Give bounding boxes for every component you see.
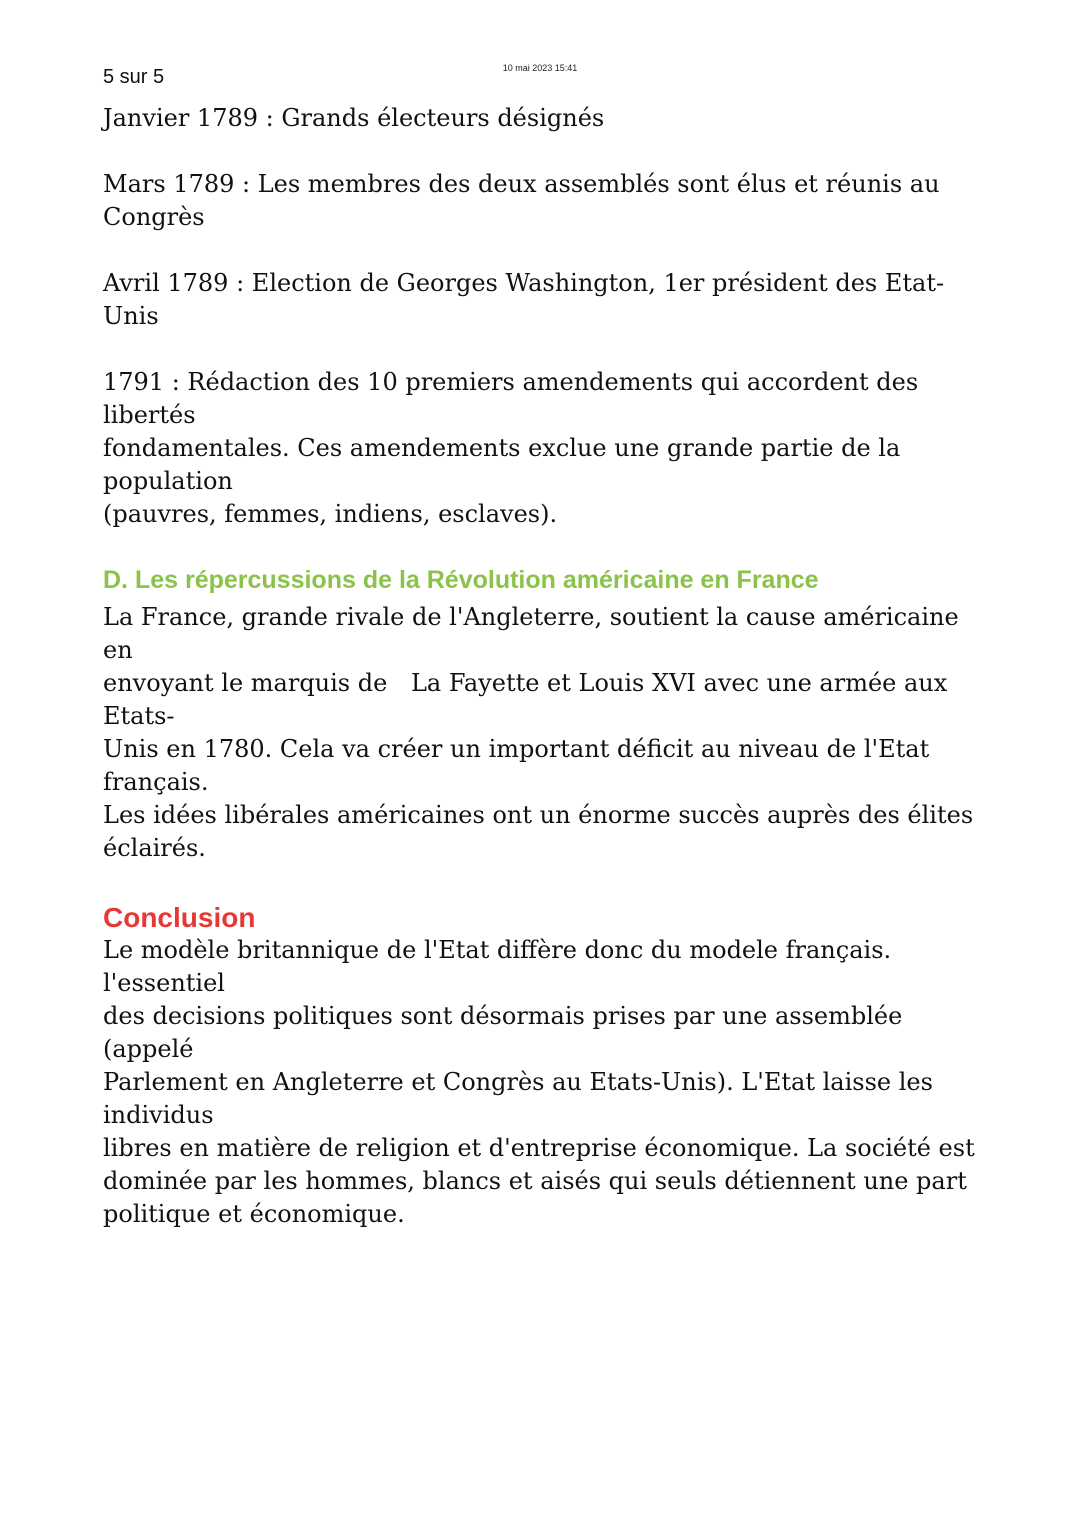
section-d-paragraph: [103, 601, 983, 865]
section-d-line: Les idées libérales américaines ont un énorme succès auprès des élites: [103, 801, 974, 829]
section-d-line-part: envoyant le marquis de: [103, 669, 388, 697]
section-d-line-part: La Fayette et Louis XVI avec une armée aux Etats-: [103, 669, 948, 730]
section-d-line: Unis en 1780. Cela va créer un important déficit au niveau de l'Etat français.: [103, 735, 930, 796]
conclusion-line: dominée par les hommes, blancs et aisés qui seuls détiennent une part: [103, 1167, 967, 1195]
conclusion-line: politique et économique.: [103, 1200, 405, 1228]
timeline-entry-janvier: Janvier 1789 : Grands électeurs désignés: [103, 104, 605, 132]
conclusion-line: libres en matière de religion et d'entreprise économique. La société est: [103, 1134, 975, 1162]
conclusion-paragraph: [103, 934, 983, 1231]
conclusion-line: Le modèle britannique de l'Etat diffère donc du modele français. l'essentiel: [103, 936, 892, 997]
section-d-line: La France, grande rivale de l'Angleterre, soutient la cause américaine en: [103, 603, 959, 664]
document-content: [103, 102, 983, 1231]
section-d-heading: D. Les répercussions de la Révolution américaine en France: [103, 566, 819, 594]
timeline-entry-avril: Avril 1789 : Election de Georges Washington, 1er président des Etat-Unis: [103, 269, 945, 330]
amendments-line: fondamentales. Ces amendements exclue une grande partie de la population: [103, 434, 901, 495]
timeline-entry-mars: Mars 1789 : Les membres des deux assemblés sont élus et réunis au Congrès: [103, 170, 940, 231]
amendments-paragraph: [103, 366, 983, 531]
conclusion-line: Parlement en Angleterre et Congrès au Etats-Unis). L'Etat laisse les individus: [103, 1068, 933, 1129]
amendments-line: 1791 : Rédaction des 10 premiers amendements qui accordent des libertés: [103, 368, 919, 429]
section-d-line: éclairés.: [103, 834, 206, 862]
conclusion-heading: Conclusion: [103, 902, 256, 933]
conclusion-line: des decisions politiques sont désormais prises par une assemblée (appelé: [103, 1002, 903, 1063]
section-d-line: [103, 667, 983, 733]
print-timestamp: 10 mai 2023 15:41: [502, 63, 578, 73]
amendments-line: (pauvres, femmes, indiens, esclaves).: [103, 500, 558, 528]
page-counter: 5 sur 5: [103, 66, 165, 88]
